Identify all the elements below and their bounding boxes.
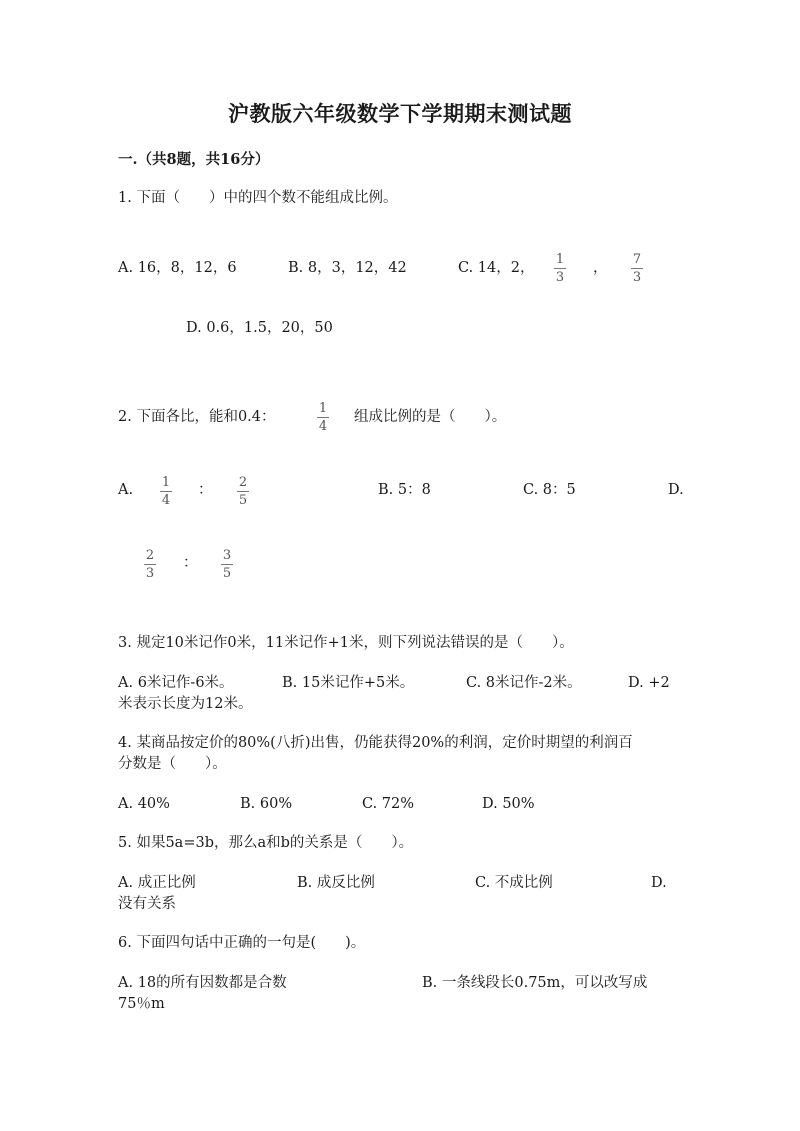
q2-stem-prefix: 2. 下面各比，能和0.4： — [118, 409, 276, 425]
q1-option-c: C. 14，2， — [458, 260, 535, 276]
q3-option-b: B. 15米记作+5米。 — [282, 675, 415, 691]
q1-stem: 1. 下面（ ）中的四个数不能组成比例。 — [118, 190, 398, 206]
q3-option-d-continued: 米表示长度为12米。 — [118, 696, 253, 712]
fraction-numerator: 7 — [632, 252, 642, 267]
q2-d-fraction-1 — [144, 548, 156, 581]
fraction-denominator: 4 — [161, 493, 171, 508]
q2-option-b: B. 5：8 — [378, 482, 431, 498]
q1-option-d: D. 0.6，1.5，20，50 — [186, 320, 333, 336]
fraction-bar — [237, 491, 249, 492]
q5-stem: 5. 如果5a=3b，那么a和b的关系是（ ）。 — [118, 835, 414, 851]
fraction-bar — [317, 417, 329, 418]
fraction-numerator: 1 — [161, 475, 171, 490]
q2-a-colon: ： — [198, 482, 213, 498]
fraction-bar — [221, 564, 233, 565]
q3-option-a: A. 6米记作-6米。 — [118, 675, 234, 691]
q5-option-a: A. 成正比例 — [118, 875, 196, 891]
q1-c-fraction-1 — [554, 252, 566, 285]
fraction-denominator: 5 — [238, 493, 248, 508]
q2-option-a-label: A. — [118, 482, 134, 498]
q2-a-fraction-1 — [160, 475, 172, 508]
fraction-numerator: 2 — [238, 475, 248, 490]
q3-stem: 3. 规定10米记作0米，11米记作+1米，则下列说法错误的是（ ）。 — [118, 635, 574, 651]
q6-option-a: A. 18的所有因数都是合数 — [118, 975, 287, 991]
fraction-bar — [144, 564, 156, 565]
q6-stem: 6. 下面四句话中正确的一句是( )。 — [118, 935, 366, 951]
q6-option-b-continued: 75％m — [118, 996, 165, 1012]
fraction-numerator: 1 — [555, 252, 565, 267]
fraction-numerator: 2 — [145, 548, 155, 563]
q1-option-b: B. 8，3，12，42 — [288, 260, 407, 276]
fraction-bar — [554, 268, 566, 269]
q5-option-d-continued: 没有关系 — [118, 896, 176, 912]
q4-stem-line2: 分数是（ ）。 — [118, 756, 227, 772]
q6-option-b: B. 一条线段长0.75m，可以改写成 — [422, 975, 648, 991]
q1-c-fraction-2 — [631, 252, 643, 285]
q1-option-a: A. 16，8，12，6 — [118, 260, 237, 276]
fraction-numerator: 1 — [318, 401, 328, 416]
fraction-denominator: 3 — [145, 566, 155, 581]
q3-option-c: C. 8米记作-2米。 — [466, 675, 582, 691]
q5-option-d: D. — [651, 875, 667, 891]
fraction-denominator: 4 — [318, 419, 328, 434]
q4-stem-line1: 4. 某商品按定价的80%(八折)出售，仍能获得20%的利润，定价时期望的利润百 — [118, 735, 633, 751]
q2-d-colon: ： — [183, 555, 198, 571]
fraction-numerator: 3 — [222, 548, 232, 563]
q4-option-d: D. 50% — [482, 796, 535, 812]
page-title: 沪教版六年级数学下学期期末测试题 — [228, 101, 572, 126]
q5-option-c: C. 不成比例 — [475, 875, 553, 891]
fraction-denominator: 3 — [632, 270, 642, 285]
fraction-bar — [160, 491, 172, 492]
q4-option-a: A. 40% — [118, 796, 170, 812]
q2-option-d-label: D. — [668, 482, 684, 498]
q3-option-d: D. +2 — [628, 675, 670, 691]
q2-stem-suffix: 组成比例的是（ ）。 — [354, 409, 507, 425]
fraction-bar — [631, 268, 643, 269]
fraction-denominator: 5 — [222, 566, 232, 581]
q4-option-b: B. 60% — [240, 796, 293, 812]
q2-a-fraction-2 — [237, 475, 249, 508]
fraction-denominator: 3 — [555, 270, 565, 285]
q2-d-fraction-2 — [221, 548, 233, 581]
q4-option-c: C. 72% — [362, 796, 415, 812]
q2-stem-fraction — [317, 401, 329, 434]
q5-option-b: B. 成反比例 — [297, 875, 375, 891]
q2-option-c: C. 8：5 — [523, 482, 576, 498]
q1-c-comma: ， — [593, 260, 608, 276]
section-heading: 一.（共8题，共16分） — [118, 151, 270, 168]
